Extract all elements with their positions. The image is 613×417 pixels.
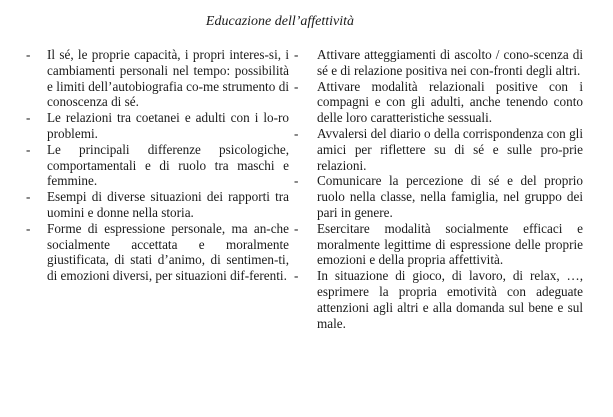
bullet-dash: - bbox=[26, 189, 31, 205]
list-item-text: Il sé, le proprie capacità, i propri interes-si, i cambiamenti personali nel tempo: possibilità e limiti dell’autobiografia co-me strumento di conoscenza di sé. bbox=[47, 47, 289, 110]
left-column-list bbox=[26, 47, 289, 284]
bullet-dash: - bbox=[294, 268, 299, 284]
right-column-list bbox=[294, 47, 583, 331]
list-item-text: Esempi di diverse situazioni dei rapporti tra uomini e donne nella storia. bbox=[47, 189, 289, 220]
list-item-text: Attivare modalità relazionali positive con i compagni e con gli adulti, anche tenendo conto delle loro caratteristiche sessuali. bbox=[317, 78, 583, 126]
list-item bbox=[294, 220, 583, 268]
list-item-text: In situazione di gioco, di lavoro, di relax, …, esprimere la propria emotività con adeguate attenzioni agli altri e alla domanda sul bene e sul male. bbox=[317, 268, 583, 331]
bullet-dash: - bbox=[26, 220, 31, 236]
list-item bbox=[294, 125, 583, 173]
bullet-dash: - bbox=[294, 47, 299, 62]
list-item-text: Forme di espressione personale, ma an-che socialmente accettata e moralmente giustificata, di stati d’animo, di sentimen-ti, di emozioni diversi, per situazioni dif-ferenti. bbox=[47, 220, 289, 284]
bullet-dash: - bbox=[294, 173, 299, 189]
bullet-dash: - bbox=[294, 78, 299, 94]
list-item bbox=[26, 47, 289, 110]
list-item bbox=[294, 47, 583, 79]
bullet-dash: - bbox=[294, 125, 299, 141]
list-item bbox=[26, 189, 289, 221]
bullet-dash: - bbox=[26, 47, 31, 62]
list-item-text: Le principali differenze psicologiche, comportamentali e di ruolo tra maschi e femmine. bbox=[47, 141, 289, 189]
list-item-text: Avvalersi del diario o della corrispondenza con gli amici per riflettere su di sé e sulle pro-prie relazioni. bbox=[317, 125, 583, 173]
bullet-dash: - bbox=[26, 110, 31, 126]
list-item-text: Attivare atteggiamenti di ascolto / cono-scenza di sé e di relazione positiva nei con-fronti degli altri. bbox=[317, 47, 583, 78]
list-item-text: Le relazioni tra coetanei e adulti con i lo-ro problemi. bbox=[47, 110, 289, 141]
list-item bbox=[294, 268, 583, 331]
list-item bbox=[26, 110, 289, 142]
bullet-dash: - bbox=[294, 220, 299, 236]
document-title: Educazione dell’affettività bbox=[205, 14, 355, 29]
list-item bbox=[26, 141, 289, 189]
list-item bbox=[26, 220, 289, 284]
list-item-text: Esercitare modalità socialmente efficaci e moralmente legittime di espressione delle proprie emozioni e della propria affettività. bbox=[317, 220, 583, 268]
bullet-dash: - bbox=[26, 141, 31, 157]
list-item bbox=[294, 78, 583, 126]
list-item bbox=[294, 173, 583, 220]
list-item-text: Comunicare la percezione di sé e del proprio ruolo nella classe, nella famiglia, nel gruppo dei pari in genere. bbox=[317, 173, 583, 220]
